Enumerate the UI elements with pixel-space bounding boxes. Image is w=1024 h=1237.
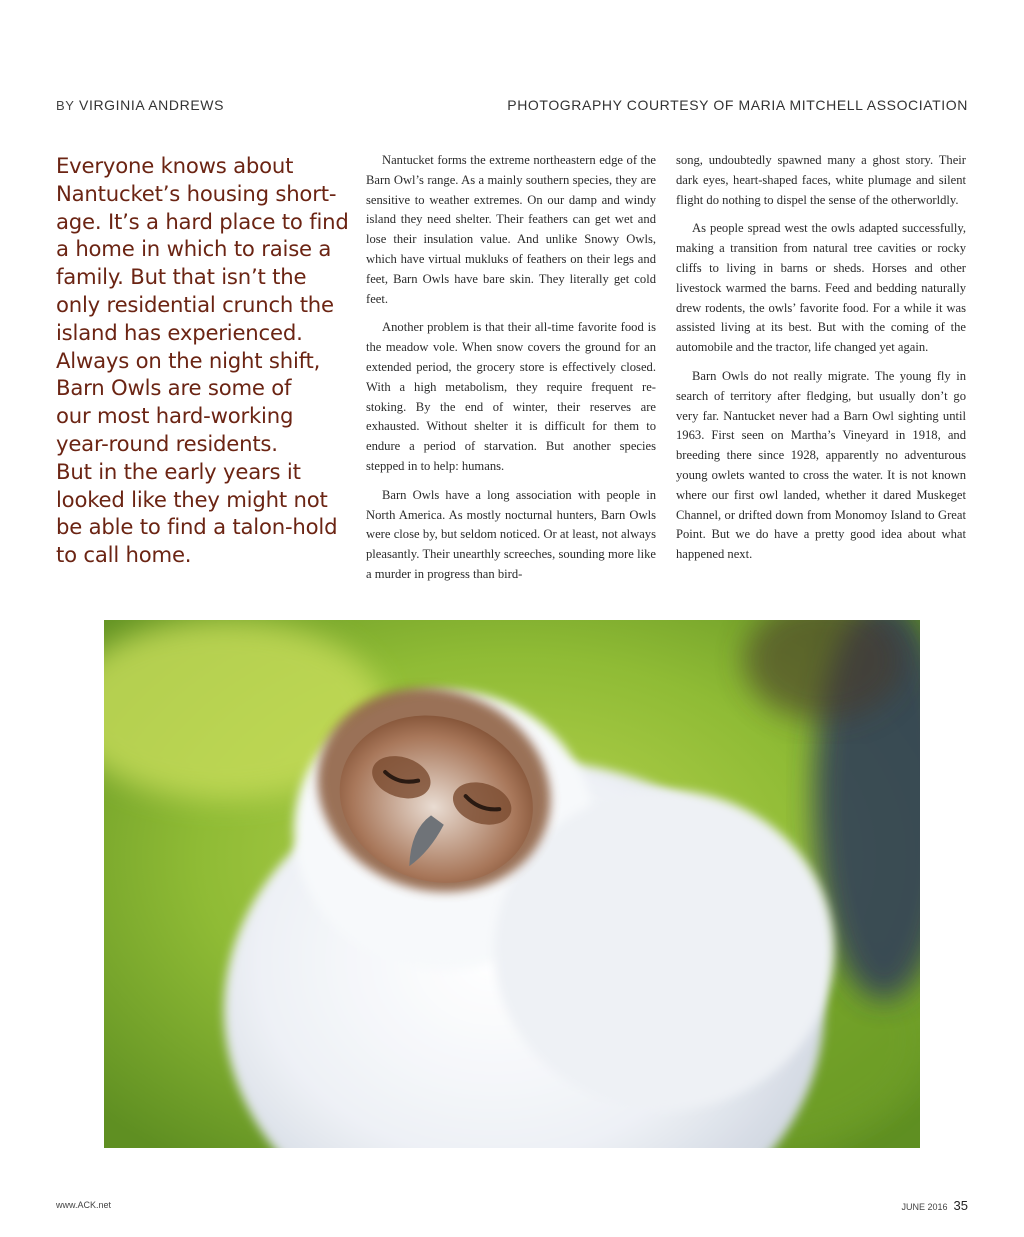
pull-quote-line: looked like they might not <box>56 486 328 512</box>
author-credit <box>56 97 224 113</box>
pull-quote-line: Everyone knows about <box>56 153 294 178</box>
page-number: 35 <box>953 1197 968 1213</box>
page-footer <box>56 1196 968 1214</box>
barn-owlet-photo <box>104 620 920 1148</box>
pull-quote-line: age. It’s a hard place to find <box>56 208 349 234</box>
paragraph: As people spread west the owls adapted successfully, making a transition from natural tree cavities or rocky cliffs to living in barns or sheds. Horses and other livestock warmed the barns. Feed and bedding naturally drew rodents, the owls’ favorite food. For a while it was assisted living at its best. But with the coming of the automobile and the tractor, life changed yet again. <box>676 221 966 355</box>
pull-quote-line: island has experienced. <box>56 319 303 345</box>
pull-quote-line: only residential crunch the <box>56 291 334 317</box>
paragraph: Nantucket forms the extreme northeastern edge of the Barn Owl’s range. As a mainly southern species, they are sensitive to weather extremes. On our damp and windy island they need shelter. Their feathers can get wet and lose their insulation value. And unlike Snowy Owls, which have virtual mukluks of feathers on their legs and feet, Barn Owls have bare skin. They literally get cold feet. <box>366 153 656 306</box>
paragraph: Barn Owls do not really migrate. The young fly in search of territory after fledging, but usually don’t go very far. Nantucket never had a Barn Owl sighting until 1963. First seen on Martha’s Vineyard in 1918, and breeding there since 1928, apparently no adventurous young owlets wanted to cross the water. It is not known where our first owl landed, whether it dared Muskeget Channel, or drifted down from Monomoy Island to Great Point. But we do have a pretty good idea about what happened next. <box>676 368 966 562</box>
pull-quote-line: a home in which to raise a <box>56 236 332 262</box>
paragraph: Barn Owls have a long association with people in North America. As mostly nocturnal hunters, Barn Owls were close by, but seldom noticed. Or at least, not always pleasantly. Their unearthly screeches, sounding more like a murder in progress than bird- <box>366 487 656 581</box>
website-url: www.ACK.net <box>56 1200 112 1210</box>
photo-credit: PHOTOGRAPHY COURTESY OF MARIA MITCHELL ASSOCIATION <box>507 97 968 113</box>
pull-quote-line: family. But that isn’t the <box>56 264 307 290</box>
pull-quote-line: Barn Owls are some of <box>56 375 292 401</box>
pull-quote-line: Always on the night shift, <box>56 347 321 373</box>
body-column-2 <box>676 151 966 574</box>
pull-quote <box>56 152 352 569</box>
issue-date: JUNE 2016 <box>901 1201 948 1212</box>
pull-quote-line: Nantucket’s housing short- <box>56 180 337 206</box>
pull-quote-line: be able to find a talon-hold <box>56 514 338 540</box>
pull-quote-line: But in the early years it <box>56 458 301 484</box>
footer-right <box>902 1198 969 1213</box>
body-column-1 <box>366 151 656 594</box>
byline <box>56 95 968 115</box>
owlet-illustration <box>104 620 920 1148</box>
pull-quote-line: year-round residents. <box>56 430 278 456</box>
paragraph: song, undoubtedly spawned many a ghost story. Their dark eyes, heart-shaped faces, white plumage and silent flight do nothing to dispel the sense of the otherworldly. <box>676 153 966 207</box>
author-name: VIRGINIA ANDREWS <box>79 97 225 113</box>
pull-quote-line: our most hard-working <box>56 403 294 429</box>
paragraph: Another problem is that their all-time favorite food is the meadow vole. When snow covers the ground for an extended period, the grocery store is effectively closed. With a high metabolism, they require frequent re-stoking. By the end of winter, their reserves are exhausted. Without shelter it is difficult for them to endure a period of starvation. But another species stepped in to help: humans. <box>366 320 656 473</box>
pull-quote-line: to call home. <box>56 542 192 568</box>
by-label: BY <box>56 98 75 113</box>
